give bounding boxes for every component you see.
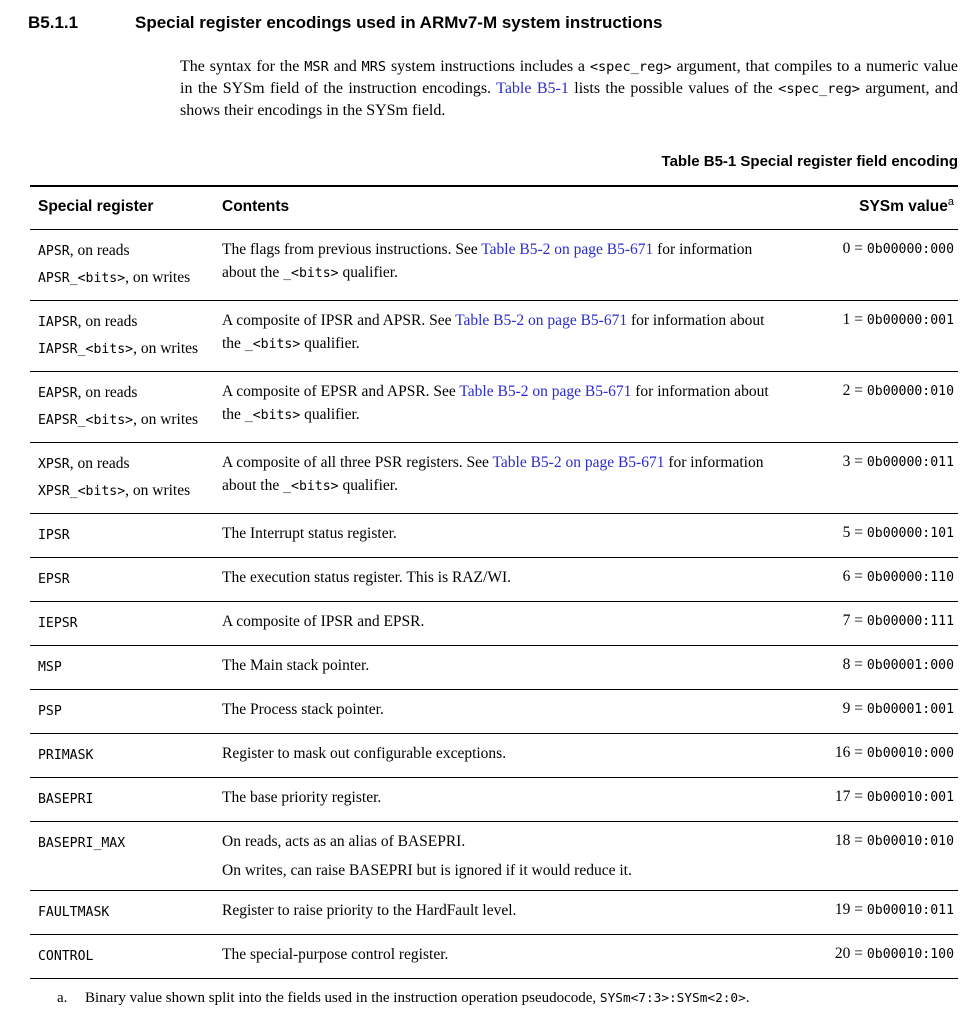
cell-special-register (30, 654, 222, 681)
cell-sysm-value (810, 522, 958, 549)
body-text: A composite of all three PSR registers. See (222, 454, 493, 471)
cell-contents (222, 654, 810, 681)
code-text: APSR (38, 244, 70, 259)
cell-special-register (30, 698, 222, 725)
header-contents: Contents (222, 198, 290, 215)
body-text: 19 = (834, 901, 867, 918)
code-text: <spec_reg> (778, 81, 860, 97)
table-caption: Table B5-1 Special register field encoding (661, 153, 958, 170)
code-text: MSR (304, 59, 329, 75)
code-text: _<bits> (244, 337, 301, 352)
code-text: BASEPRI_MAX (38, 836, 126, 851)
code-text: 0b00000:011 (866, 455, 954, 470)
cell-contents (222, 830, 810, 882)
cell-special-register (30, 610, 222, 637)
code-text: 0b00000:110 (866, 570, 954, 585)
body-text: 18 = (834, 832, 867, 849)
code-text: <spec_reg> (589, 59, 672, 75)
cell-special-register (30, 522, 222, 549)
register-name (38, 742, 222, 769)
cell-special-register (30, 830, 222, 882)
code-text: IPSR (38, 528, 70, 543)
code-text: PSP (38, 704, 62, 719)
code-text: EAPSR_<bits> (38, 413, 134, 428)
table-header-row (30, 187, 958, 230)
code-text: APSR_<bits> (38, 271, 126, 286)
body-text: Binary value shown split into the fields used in the instruction operation pseudocode, (85, 990, 600, 1006)
contents-text (222, 610, 786, 633)
footnote-marker: a. (57, 990, 68, 1006)
contents-text (222, 522, 786, 545)
body-text: , on reads (77, 384, 138, 401)
cell-contents (222, 309, 810, 363)
code-text: 0b00001:001 (866, 702, 954, 717)
header-special-register: Special register (38, 198, 154, 215)
table-row (30, 514, 958, 558)
body-text: 1 = (842, 311, 867, 328)
footnote-text (85, 990, 750, 1006)
table-footnote (57, 988, 950, 1009)
body-text: lists the possible values of the (568, 80, 779, 97)
cell-contents (222, 610, 810, 637)
code-text: BASEPRI (38, 792, 94, 807)
body-text: , on writes (133, 340, 199, 357)
code-text: XPSR_<bits> (38, 484, 126, 499)
register-name (38, 478, 222, 505)
table-row (30, 372, 958, 443)
code-text: FAULTMASK (38, 905, 110, 920)
code-text: XPSR (38, 457, 70, 472)
sysm-value (810, 786, 954, 808)
doc-link[interactable]: Table B5-2 on page B5-671 (481, 241, 654, 258)
sysm-value (810, 522, 954, 544)
table-row (30, 778, 958, 822)
header-sysm-value-label: SYSm value (859, 198, 948, 215)
sysm-value (810, 451, 954, 473)
section-heading (0, 0, 980, 33)
code-text: 0b00000:101 (866, 526, 954, 541)
contents-text (222, 830, 786, 853)
contents-text (222, 309, 786, 356)
body-text: Register to raise priority to the HardFault level. (222, 902, 517, 919)
code-text: EAPSR (38, 386, 78, 401)
cell-sysm-value (810, 698, 958, 725)
body-text: . (745, 990, 750, 1006)
body-text: argument, and shows their encodings in the SYSm field. (180, 80, 959, 119)
sysm-value (810, 698, 954, 720)
cell-sysm-value (810, 830, 958, 882)
table-row (30, 443, 958, 514)
code-text: 0b00010:011 (866, 903, 954, 918)
body-text: The execution status register. This is RAZ/WI. (222, 569, 511, 586)
body-text: 6 = (842, 568, 867, 585)
body-text: 16 = (834, 744, 867, 761)
body-text: The special-purpose control register. (222, 946, 449, 963)
cell-contents (222, 380, 810, 434)
contents-text (222, 238, 786, 285)
section-number: B5.1.1 (28, 13, 79, 32)
contents-text (222, 899, 786, 922)
cell-contents (222, 566, 810, 593)
table-body (30, 230, 958, 979)
body-text: Register to mask out configurable exceptions. (222, 745, 507, 762)
cell-contents (222, 742, 810, 769)
cell-contents (222, 786, 810, 813)
code-text: MSP (38, 660, 62, 675)
footnote-reference: a (947, 195, 954, 208)
code-text: 0b00010:001 (866, 790, 954, 805)
sysm-value (810, 654, 954, 676)
code-text: IAPSR_<bits> (38, 342, 134, 357)
body-text: , on writes (133, 411, 199, 428)
body-text: 0 = (842, 240, 867, 257)
contents-text (222, 742, 786, 765)
sysm-value (810, 899, 954, 921)
sysm-value (810, 309, 954, 331)
cell-special-register (30, 309, 222, 363)
table-row (30, 558, 958, 602)
code-text: 0b00000:010 (866, 384, 954, 399)
body-text: for information about the (222, 241, 753, 281)
register-name (38, 899, 222, 926)
register-name (38, 380, 222, 407)
register-name (38, 830, 222, 857)
register-name (38, 265, 222, 292)
body-text: A composite of EPSR and APSR. See (222, 383, 460, 400)
sysm-value (810, 380, 954, 402)
register-name (38, 943, 222, 970)
body-text: 9 = (842, 700, 867, 717)
cell-sysm-value (810, 566, 958, 593)
doc-link[interactable]: Table B5-1 (496, 80, 569, 97)
body-text: 3 = (842, 453, 867, 470)
table-row (30, 734, 958, 778)
code-text: 0b00010:010 (866, 834, 954, 849)
cell-special-register (30, 566, 222, 593)
cell-special-register (30, 943, 222, 970)
code-text: _<bits> (244, 408, 301, 423)
doc-link[interactable]: Table B5-2 on page B5-671 (492, 454, 665, 471)
cell-contents (222, 522, 810, 549)
body-text: for information about the (222, 454, 764, 494)
section-title: Special register encodings used in ARMv7-M system instructions (135, 13, 663, 32)
code-text: SYSm<7:3>:SYSm<2:0> (599, 991, 746, 1006)
table-row (30, 646, 958, 690)
cell-sysm-value (810, 654, 958, 681)
body-text: A composite of IPSR and EPSR. (222, 613, 425, 630)
contents-text (222, 786, 786, 809)
contents-text (222, 943, 786, 966)
table-row (30, 230, 958, 301)
body-text: 8 = (842, 656, 867, 673)
register-name (38, 654, 222, 681)
cell-contents (222, 451, 810, 505)
sysm-value (810, 742, 954, 764)
body-text: The Process stack pointer. (222, 701, 384, 718)
body-text: , on writes (125, 482, 191, 499)
code-text: EPSR (38, 572, 70, 587)
table-row (30, 602, 958, 646)
body-text: The Interrupt status register. (222, 525, 397, 542)
register-name (38, 522, 222, 549)
sysm-value (810, 238, 954, 260)
cell-special-register (30, 380, 222, 434)
body-text: for information about the (222, 383, 769, 423)
register-name (38, 566, 222, 593)
body-text: The Main stack pointer. (222, 657, 370, 674)
cell-sysm-value (810, 943, 958, 970)
code-text: MRS (361, 59, 387, 75)
cell-contents (222, 943, 810, 970)
body-text: , on reads (69, 242, 130, 259)
register-name (38, 610, 222, 637)
body-text: argument, that compiles to a numeric value in the SYSm field of the instruction encodings. (180, 58, 959, 97)
table-row (30, 822, 958, 891)
table-row (30, 690, 958, 734)
table-row (30, 935, 958, 979)
cell-sysm-value (810, 786, 958, 813)
register-name (38, 786, 222, 813)
code-text: PRIMASK (38, 748, 94, 763)
cell-special-register (30, 742, 222, 769)
code-text: CONTROL (38, 949, 94, 964)
code-text: 0b00000:111 (866, 614, 954, 629)
register-name (38, 336, 222, 363)
code-text: _<bits> (283, 266, 339, 281)
contents-text (222, 654, 786, 677)
body-text: 7 = (842, 612, 867, 629)
body-text: qualifier. (300, 335, 360, 352)
table-row (30, 891, 958, 935)
sysm-value (810, 566, 954, 588)
body-text: qualifier. (338, 264, 398, 281)
cell-special-register (30, 786, 222, 813)
header-sysm-value (810, 195, 958, 216)
table-row (30, 301, 958, 372)
cell-sysm-value (810, 742, 958, 769)
body-text: The base priority register. (222, 789, 382, 806)
special-register-table (30, 185, 958, 979)
code-text: 0b00000:000 (866, 242, 954, 257)
cell-contents (222, 899, 810, 926)
body-text: 5 = (842, 524, 867, 541)
code-text: 0b00010:100 (866, 947, 954, 962)
body-text: The syntax for the (180, 58, 305, 75)
sysm-value (810, 830, 954, 852)
register-name (38, 451, 222, 478)
register-name (38, 309, 222, 336)
body-text: 20 = (834, 945, 867, 962)
body-text: system instructions includes a (386, 58, 590, 75)
cell-special-register (30, 238, 222, 292)
body-text: qualifier. (300, 406, 360, 423)
cell-sysm-value (810, 309, 958, 363)
body-text: On reads, acts as an alias of BASEPRI. (222, 833, 466, 850)
contents-text (222, 451, 786, 498)
register-name (38, 407, 222, 434)
body-text: 17 = (834, 788, 867, 805)
body-text: , on writes (125, 269, 191, 286)
cell-special-register (30, 899, 222, 926)
body-text: for information about the (222, 312, 765, 352)
cell-contents (222, 238, 810, 292)
cell-special-register (30, 451, 222, 505)
code-text: 0b00001:000 (866, 658, 954, 673)
body-text: A composite of IPSR and APSR. See (222, 312, 456, 329)
body-text: qualifier. (338, 477, 398, 494)
body-text: The flags from previous instructions. See (222, 241, 482, 258)
cell-sysm-value (810, 380, 958, 434)
intro-paragraph (180, 56, 958, 122)
body-text: , on reads (77, 313, 138, 330)
contents-text (222, 859, 786, 882)
code-text: IEPSR (38, 616, 78, 631)
sysm-value (810, 610, 954, 632)
contents-text (222, 380, 786, 427)
doc-link[interactable]: Table B5-2 on page B5-671 (459, 383, 632, 400)
register-name (38, 698, 222, 725)
register-name (38, 238, 222, 265)
contents-text (222, 566, 786, 589)
sysm-value (810, 943, 954, 965)
contents-text (222, 698, 786, 721)
cell-sysm-value (810, 610, 958, 637)
code-text: IAPSR (38, 315, 78, 330)
cell-sysm-value (810, 899, 958, 926)
doc-link[interactable]: Table B5-2 on page B5-671 (455, 312, 628, 329)
cell-sysm-value (810, 238, 958, 292)
code-text: 0b00010:000 (866, 746, 954, 761)
cell-contents (222, 698, 810, 725)
code-text: _<bits> (283, 479, 339, 494)
cell-sysm-value (810, 451, 958, 505)
body-text: and (328, 58, 362, 75)
body-text: , on reads (69, 455, 130, 472)
body-text: On writes, can raise BASEPRI but is ignored if it would reduce it. (222, 862, 632, 879)
body-text: 2 = (842, 382, 867, 399)
code-text: 0b00000:001 (866, 313, 954, 328)
